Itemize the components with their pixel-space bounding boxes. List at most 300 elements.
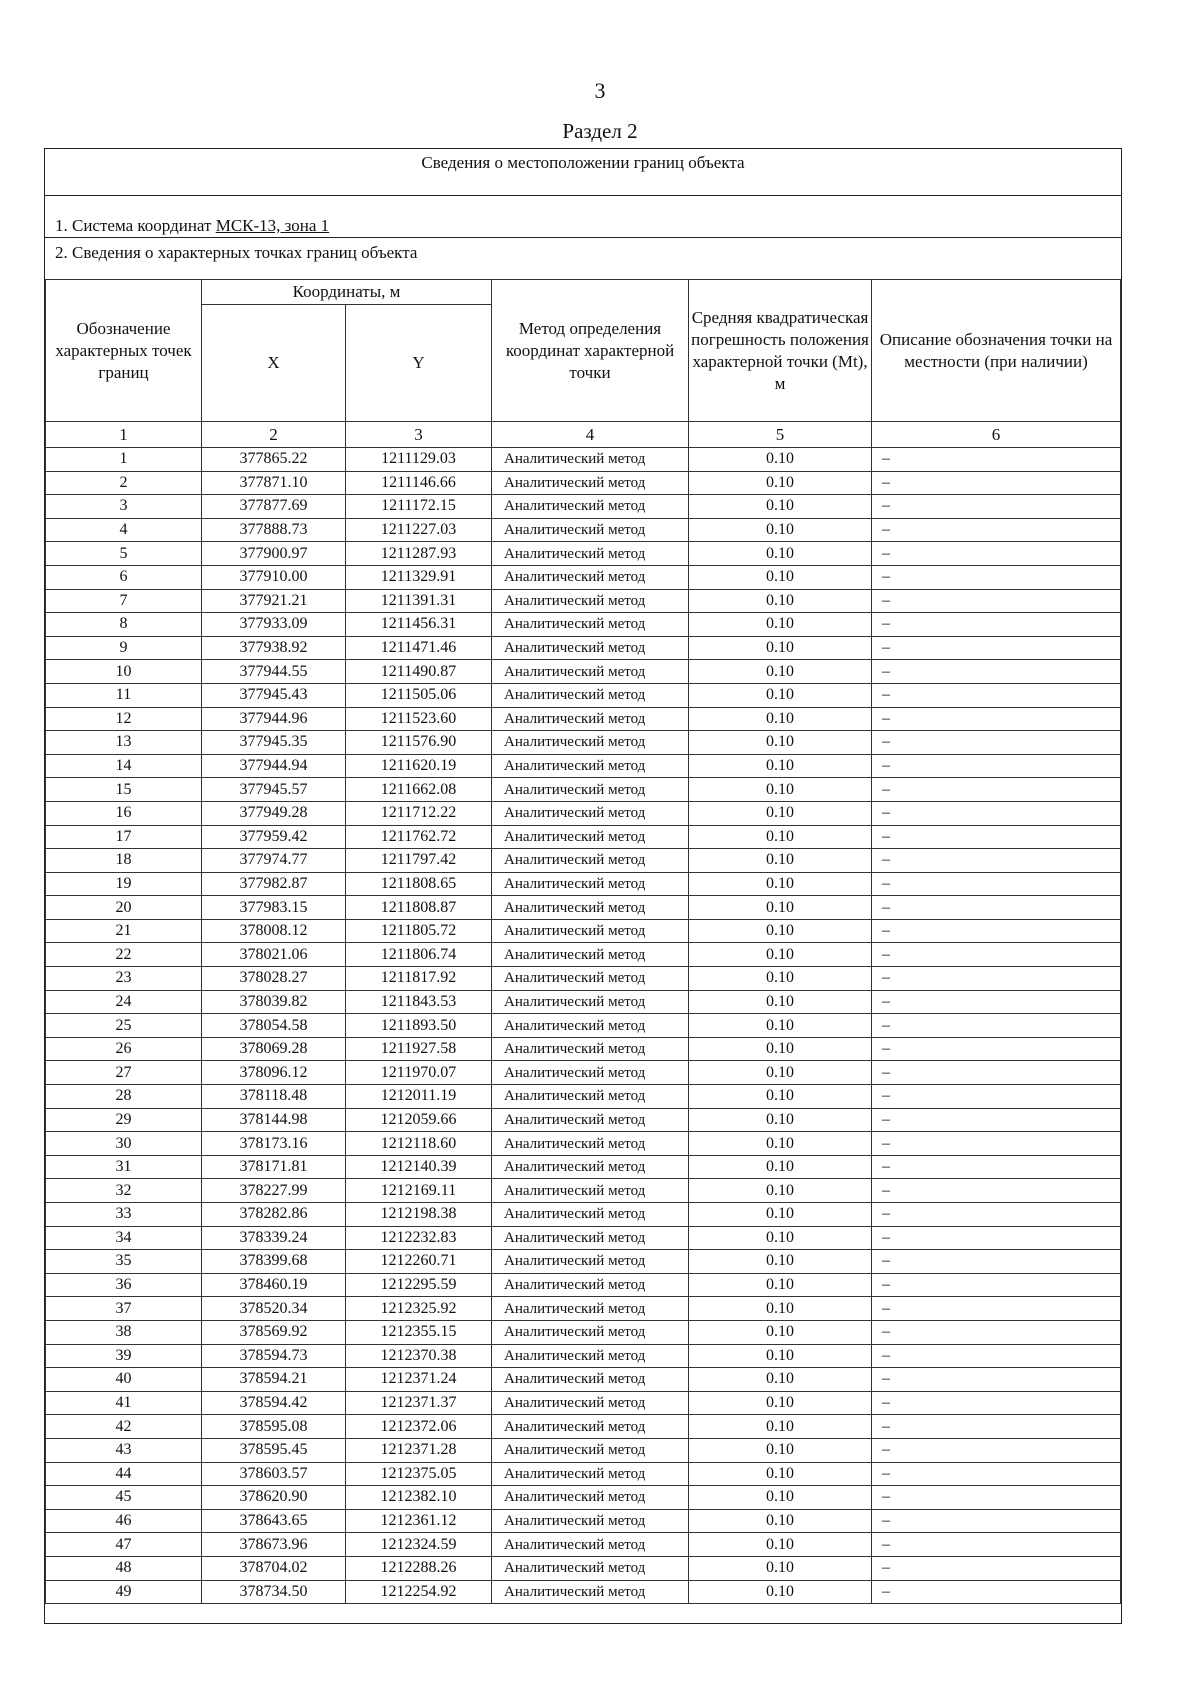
table-row bbox=[46, 943, 1121, 967]
y-coordinate: 1212375.05 bbox=[346, 1462, 492, 1486]
points-section-title: 2. Сведения о характерных точках границ объекта bbox=[45, 237, 1121, 280]
table-row bbox=[46, 849, 1121, 873]
table-row bbox=[46, 754, 1121, 778]
x-coordinate: 378594.21 bbox=[202, 1368, 346, 1392]
col-header-x: X bbox=[202, 305, 346, 422]
x-coordinate: 378594.73 bbox=[202, 1344, 346, 1368]
point-description: – bbox=[872, 1391, 1121, 1415]
y-coordinate: 1211505.06 bbox=[346, 683, 492, 707]
accuracy: 0.10 bbox=[689, 849, 872, 873]
x-coordinate: 378594.42 bbox=[202, 1391, 346, 1415]
x-coordinate: 377865.22 bbox=[202, 448, 346, 472]
accuracy: 0.10 bbox=[689, 1132, 872, 1156]
accuracy: 0.10 bbox=[689, 589, 872, 613]
method: Аналитический метод bbox=[492, 613, 689, 637]
method: Аналитический метод bbox=[492, 1014, 689, 1038]
method: Аналитический метод bbox=[492, 448, 689, 472]
y-coordinate: 1211808.65 bbox=[346, 872, 492, 896]
accuracy: 0.10 bbox=[689, 896, 872, 920]
table-row bbox=[46, 1533, 1121, 1557]
accuracy: 0.10 bbox=[689, 683, 872, 707]
point-number: 39 bbox=[46, 1344, 202, 1368]
y-coordinate: 1211927.58 bbox=[346, 1037, 492, 1061]
y-coordinate: 1211391.31 bbox=[346, 589, 492, 613]
point-number: 23 bbox=[46, 967, 202, 991]
y-coordinate: 1212371.37 bbox=[346, 1391, 492, 1415]
accuracy: 0.10 bbox=[689, 1179, 872, 1203]
table-row bbox=[46, 872, 1121, 896]
y-coordinate: 1211893.50 bbox=[346, 1014, 492, 1038]
point-number: 7 bbox=[46, 589, 202, 613]
point-number: 40 bbox=[46, 1368, 202, 1392]
y-coordinate: 1212370.38 bbox=[346, 1344, 492, 1368]
point-description: – bbox=[872, 613, 1121, 637]
y-coordinate: 1212371.24 bbox=[346, 1368, 492, 1392]
table-header bbox=[46, 280, 1121, 448]
y-coordinate: 1212355.15 bbox=[346, 1320, 492, 1344]
accuracy: 0.10 bbox=[689, 1061, 872, 1085]
method: Аналитический метод bbox=[492, 1037, 689, 1061]
point-number: 41 bbox=[46, 1391, 202, 1415]
column-number: 5 bbox=[689, 422, 872, 448]
accuracy: 0.10 bbox=[689, 565, 872, 589]
point-description: – bbox=[872, 872, 1121, 896]
method: Аналитический метод bbox=[492, 683, 689, 707]
table-row bbox=[46, 990, 1121, 1014]
method: Аналитический метод bbox=[492, 1556, 689, 1580]
point-description: – bbox=[872, 849, 1121, 873]
x-coordinate: 378734.50 bbox=[202, 1580, 346, 1604]
method: Аналитический метод bbox=[492, 731, 689, 755]
section-title: Раздел 2 bbox=[562, 119, 638, 143]
method: Аналитический метод bbox=[492, 660, 689, 684]
table-row bbox=[46, 825, 1121, 849]
table-row bbox=[46, 707, 1121, 731]
table-row bbox=[46, 1344, 1121, 1368]
col-header-error: Средняя квадратическая погрешность положения характерной точки (Mt), м bbox=[689, 280, 872, 422]
accuracy: 0.10 bbox=[689, 1391, 872, 1415]
page-number: 3 bbox=[594, 78, 606, 103]
y-coordinate: 1211817.92 bbox=[346, 967, 492, 991]
table-row bbox=[46, 1014, 1121, 1038]
point-description: – bbox=[872, 683, 1121, 707]
x-coordinate: 378171.81 bbox=[202, 1155, 346, 1179]
y-coordinate: 1211129.03 bbox=[346, 448, 492, 472]
point-description: – bbox=[872, 1580, 1121, 1604]
x-coordinate: 378569.92 bbox=[202, 1320, 346, 1344]
y-coordinate: 1211172.15 bbox=[346, 495, 492, 519]
accuracy: 0.10 bbox=[689, 1462, 872, 1486]
y-coordinate: 1211806.74 bbox=[346, 943, 492, 967]
y-coordinate: 1212260.71 bbox=[346, 1250, 492, 1274]
x-coordinate: 378039.82 bbox=[202, 990, 346, 1014]
table-row bbox=[46, 1556, 1121, 1580]
y-coordinate: 1212232.83 bbox=[346, 1226, 492, 1250]
method: Аналитический метод bbox=[492, 1108, 689, 1132]
method: Аналитический метод bbox=[492, 1391, 689, 1415]
point-description: – bbox=[872, 919, 1121, 943]
method: Аналитический метод bbox=[492, 1438, 689, 1462]
point-number: 29 bbox=[46, 1108, 202, 1132]
point-number: 46 bbox=[46, 1509, 202, 1533]
x-coordinate: 378028.27 bbox=[202, 967, 346, 991]
table-row bbox=[46, 1415, 1121, 1439]
accuracy: 0.10 bbox=[689, 990, 872, 1014]
y-coordinate: 1212361.12 bbox=[346, 1509, 492, 1533]
point-description: – bbox=[872, 967, 1121, 991]
point-number: 43 bbox=[46, 1438, 202, 1462]
point-description: – bbox=[872, 778, 1121, 802]
y-coordinate: 1211146.66 bbox=[346, 471, 492, 495]
point-number: 27 bbox=[46, 1061, 202, 1085]
y-coordinate: 1212371.28 bbox=[346, 1438, 492, 1462]
point-description: – bbox=[872, 943, 1121, 967]
accuracy: 0.10 bbox=[689, 707, 872, 731]
x-coordinate: 377944.96 bbox=[202, 707, 346, 731]
accuracy: 0.10 bbox=[689, 731, 872, 755]
point-description: – bbox=[872, 518, 1121, 542]
table-row bbox=[46, 1368, 1121, 1392]
x-coordinate: 378339.24 bbox=[202, 1226, 346, 1250]
accuracy: 0.10 bbox=[689, 613, 872, 637]
x-coordinate: 377974.77 bbox=[202, 849, 346, 873]
table-row bbox=[46, 1273, 1121, 1297]
point-description: – bbox=[872, 754, 1121, 778]
accuracy: 0.10 bbox=[689, 801, 872, 825]
point-description: – bbox=[872, 990, 1121, 1014]
table-row bbox=[46, 1391, 1121, 1415]
x-coordinate: 377921.21 bbox=[202, 589, 346, 613]
x-coordinate: 377888.73 bbox=[202, 518, 346, 542]
point-description: – bbox=[872, 1179, 1121, 1203]
table-row bbox=[46, 1132, 1121, 1156]
method: Аналитический метод bbox=[492, 1344, 689, 1368]
point-number: 18 bbox=[46, 849, 202, 873]
point-description: – bbox=[872, 731, 1121, 755]
x-coordinate: 378054.58 bbox=[202, 1014, 346, 1038]
point-number: 48 bbox=[46, 1556, 202, 1580]
coordinate-system-value: МСК-13, зона 1 bbox=[215, 216, 330, 235]
point-description: – bbox=[872, 1344, 1121, 1368]
point-description: – bbox=[872, 636, 1121, 660]
accuracy: 0.10 bbox=[689, 1556, 872, 1580]
y-coordinate: 1212254.92 bbox=[346, 1580, 492, 1604]
table-row bbox=[46, 1297, 1121, 1321]
point-description: – bbox=[872, 1273, 1121, 1297]
method: Аналитический метод bbox=[492, 1226, 689, 1250]
accuracy: 0.10 bbox=[689, 1085, 872, 1109]
accuracy: 0.10 bbox=[689, 1438, 872, 1462]
y-coordinate: 1212324.59 bbox=[346, 1533, 492, 1557]
accuracy: 0.10 bbox=[689, 1415, 872, 1439]
point-number: 8 bbox=[46, 613, 202, 637]
point-description: – bbox=[872, 1509, 1121, 1533]
method: Аналитический метод bbox=[492, 707, 689, 731]
point-description: – bbox=[872, 1438, 1121, 1462]
point-number: 49 bbox=[46, 1580, 202, 1604]
method: Аналитический метод bbox=[492, 754, 689, 778]
point-description: – bbox=[872, 1085, 1121, 1109]
method: Аналитический метод bbox=[492, 990, 689, 1014]
method: Аналитический метод bbox=[492, 825, 689, 849]
y-coordinate: 1212140.39 bbox=[346, 1155, 492, 1179]
point-number: 11 bbox=[46, 683, 202, 707]
method: Аналитический метод bbox=[492, 1509, 689, 1533]
x-coordinate: 377982.87 bbox=[202, 872, 346, 896]
method: Аналитический метод bbox=[492, 636, 689, 660]
point-description: – bbox=[872, 660, 1121, 684]
point-description: – bbox=[872, 495, 1121, 519]
y-coordinate: 1211762.72 bbox=[346, 825, 492, 849]
point-number: 10 bbox=[46, 660, 202, 684]
point-number: 37 bbox=[46, 1297, 202, 1321]
x-coordinate: 378520.34 bbox=[202, 1297, 346, 1321]
accuracy: 0.10 bbox=[689, 1509, 872, 1533]
accuracy: 0.10 bbox=[689, 495, 872, 519]
table-row bbox=[46, 660, 1121, 684]
point-number: 9 bbox=[46, 636, 202, 660]
point-number: 14 bbox=[46, 754, 202, 778]
point-number: 1 bbox=[46, 448, 202, 472]
point-number: 38 bbox=[46, 1320, 202, 1344]
point-number: 22 bbox=[46, 943, 202, 967]
method: Аналитический метод bbox=[492, 1533, 689, 1557]
point-description: – bbox=[872, 1297, 1121, 1321]
x-coordinate: 378460.19 bbox=[202, 1273, 346, 1297]
table-row bbox=[46, 1250, 1121, 1274]
x-coordinate: 377944.94 bbox=[202, 754, 346, 778]
y-coordinate: 1212169.11 bbox=[346, 1179, 492, 1203]
accuracy: 0.10 bbox=[689, 1037, 872, 1061]
accuracy: 0.10 bbox=[689, 1203, 872, 1227]
point-description: – bbox=[872, 1203, 1121, 1227]
accuracy: 0.10 bbox=[689, 448, 872, 472]
point-description: – bbox=[872, 801, 1121, 825]
point-number: 12 bbox=[46, 707, 202, 731]
method: Аналитический метод bbox=[492, 919, 689, 943]
table-row bbox=[46, 1203, 1121, 1227]
y-coordinate: 1211843.53 bbox=[346, 990, 492, 1014]
point-number: 13 bbox=[46, 731, 202, 755]
accuracy: 0.10 bbox=[689, 1155, 872, 1179]
accuracy: 0.10 bbox=[689, 1580, 872, 1604]
table-row bbox=[46, 1226, 1121, 1250]
table-row bbox=[46, 967, 1121, 991]
x-coordinate: 377983.15 bbox=[202, 896, 346, 920]
x-coordinate: 377938.92 bbox=[202, 636, 346, 660]
column-number-row bbox=[46, 422, 1121, 448]
accuracy: 0.10 bbox=[689, 825, 872, 849]
point-number: 15 bbox=[46, 778, 202, 802]
x-coordinate: 378595.45 bbox=[202, 1438, 346, 1462]
y-coordinate: 1211712.22 bbox=[346, 801, 492, 825]
table-row bbox=[46, 518, 1121, 542]
accuracy: 0.10 bbox=[689, 1486, 872, 1510]
point-number: 47 bbox=[46, 1533, 202, 1557]
accuracy: 0.10 bbox=[689, 1250, 872, 1274]
table-row bbox=[46, 1155, 1121, 1179]
y-coordinate: 1211808.87 bbox=[346, 896, 492, 920]
table-row bbox=[46, 1085, 1121, 1109]
table-row bbox=[46, 896, 1121, 920]
method: Аналитический метод bbox=[492, 589, 689, 613]
point-description: – bbox=[872, 825, 1121, 849]
method: Аналитический метод bbox=[492, 1061, 689, 1085]
point-number: 3 bbox=[46, 495, 202, 519]
x-coordinate: 377933.09 bbox=[202, 613, 346, 637]
y-coordinate: 1211490.87 bbox=[346, 660, 492, 684]
table-row bbox=[46, 683, 1121, 707]
point-description: – bbox=[872, 471, 1121, 495]
column-number: 1 bbox=[46, 422, 202, 448]
table-row bbox=[46, 1438, 1121, 1462]
boundary-points-table bbox=[45, 279, 1121, 1604]
x-coordinate: 378008.12 bbox=[202, 919, 346, 943]
table-row bbox=[46, 1108, 1121, 1132]
point-description: – bbox=[872, 1155, 1121, 1179]
table-row bbox=[46, 778, 1121, 802]
y-coordinate: 1211471.46 bbox=[346, 636, 492, 660]
x-coordinate: 378173.16 bbox=[202, 1132, 346, 1156]
accuracy: 0.10 bbox=[689, 754, 872, 778]
y-coordinate: 1212372.06 bbox=[346, 1415, 492, 1439]
accuracy: 0.10 bbox=[689, 1226, 872, 1250]
point-number: 2 bbox=[46, 471, 202, 495]
table-row bbox=[46, 613, 1121, 637]
point-description: – bbox=[872, 1486, 1121, 1510]
table-row bbox=[46, 731, 1121, 755]
method: Аналитический метод bbox=[492, 1462, 689, 1486]
method: Аналитический метод bbox=[492, 778, 689, 802]
table-row bbox=[46, 1580, 1121, 1604]
method: Аналитический метод bbox=[492, 495, 689, 519]
point-description: – bbox=[872, 1462, 1121, 1486]
y-coordinate: 1212198.38 bbox=[346, 1203, 492, 1227]
point-description: – bbox=[872, 1014, 1121, 1038]
x-coordinate: 377949.28 bbox=[202, 801, 346, 825]
point-number: 35 bbox=[46, 1250, 202, 1274]
y-coordinate: 1212011.19 bbox=[346, 1085, 492, 1109]
x-coordinate: 377871.10 bbox=[202, 471, 346, 495]
x-coordinate: 378399.68 bbox=[202, 1250, 346, 1274]
method: Аналитический метод bbox=[492, 518, 689, 542]
x-coordinate: 378096.12 bbox=[202, 1061, 346, 1085]
table-row bbox=[46, 542, 1121, 566]
accuracy: 0.10 bbox=[689, 1108, 872, 1132]
point-number: 4 bbox=[46, 518, 202, 542]
accuracy: 0.10 bbox=[689, 967, 872, 991]
point-description: – bbox=[872, 1061, 1121, 1085]
form-title: Сведения о местоположении границ объекта bbox=[45, 149, 1121, 196]
accuracy: 0.10 bbox=[689, 636, 872, 660]
accuracy: 0.10 bbox=[689, 542, 872, 566]
method: Аналитический метод bbox=[492, 1085, 689, 1109]
table-row bbox=[46, 1462, 1121, 1486]
point-description: – bbox=[872, 1320, 1121, 1344]
point-description: – bbox=[872, 1226, 1121, 1250]
table-row bbox=[46, 919, 1121, 943]
accuracy: 0.10 bbox=[689, 778, 872, 802]
table-row bbox=[46, 1179, 1121, 1203]
table-row bbox=[46, 801, 1121, 825]
x-coordinate: 377945.43 bbox=[202, 683, 346, 707]
accuracy: 0.10 bbox=[689, 1014, 872, 1038]
method: Аналитический метод bbox=[492, 1486, 689, 1510]
x-coordinate: 378069.28 bbox=[202, 1037, 346, 1061]
point-number: 44 bbox=[46, 1462, 202, 1486]
method: Аналитический метод bbox=[492, 1273, 689, 1297]
x-coordinate: 378144.98 bbox=[202, 1108, 346, 1132]
accuracy: 0.10 bbox=[689, 1297, 872, 1321]
y-coordinate: 1212382.10 bbox=[346, 1486, 492, 1510]
y-coordinate: 1211287.93 bbox=[346, 542, 492, 566]
table-row bbox=[46, 495, 1121, 519]
accuracy: 0.10 bbox=[689, 1320, 872, 1344]
accuracy: 0.10 bbox=[689, 919, 872, 943]
point-description: – bbox=[872, 1037, 1121, 1061]
table-row bbox=[46, 1061, 1121, 1085]
point-description: – bbox=[872, 1368, 1121, 1392]
method: Аналитический метод bbox=[492, 1250, 689, 1274]
point-number: 24 bbox=[46, 990, 202, 1014]
y-coordinate: 1211620.19 bbox=[346, 754, 492, 778]
y-coordinate: 1211970.07 bbox=[346, 1061, 492, 1085]
point-number: 26 bbox=[46, 1037, 202, 1061]
coordinate-system-line bbox=[45, 195, 1121, 238]
method: Аналитический метод bbox=[492, 1415, 689, 1439]
accuracy: 0.10 bbox=[689, 518, 872, 542]
y-coordinate: 1211456.31 bbox=[346, 613, 492, 637]
accuracy: 0.10 bbox=[689, 660, 872, 684]
method: Аналитический метод bbox=[492, 1368, 689, 1392]
method: Аналитический метод bbox=[492, 943, 689, 967]
x-coordinate: 377959.42 bbox=[202, 825, 346, 849]
table-row bbox=[46, 448, 1121, 472]
col-header-description: Описание обозначения точки на местности (при наличии) bbox=[872, 280, 1121, 422]
x-coordinate: 378704.02 bbox=[202, 1556, 346, 1580]
table-row bbox=[46, 589, 1121, 613]
point-number: 42 bbox=[46, 1415, 202, 1439]
x-coordinate: 378227.99 bbox=[202, 1179, 346, 1203]
point-description: – bbox=[872, 1415, 1121, 1439]
y-coordinate: 1211523.60 bbox=[346, 707, 492, 731]
point-number: 21 bbox=[46, 919, 202, 943]
x-coordinate: 378282.86 bbox=[202, 1203, 346, 1227]
x-coordinate: 377944.55 bbox=[202, 660, 346, 684]
boundary-info-form bbox=[44, 148, 1122, 1624]
point-number: 33 bbox=[46, 1203, 202, 1227]
x-coordinate: 378021.06 bbox=[202, 943, 346, 967]
y-coordinate: 1211662.08 bbox=[346, 778, 492, 802]
col-header-coordinates: Координаты, м bbox=[202, 280, 492, 305]
point-description: – bbox=[872, 542, 1121, 566]
method: Аналитический метод bbox=[492, 542, 689, 566]
point-number: 16 bbox=[46, 801, 202, 825]
y-coordinate: 1212295.59 bbox=[346, 1273, 492, 1297]
method: Аналитический метод bbox=[492, 1580, 689, 1604]
table-row bbox=[46, 1320, 1121, 1344]
point-number: 28 bbox=[46, 1085, 202, 1109]
point-number: 6 bbox=[46, 565, 202, 589]
table-row bbox=[46, 636, 1121, 660]
y-coordinate: 1212059.66 bbox=[346, 1108, 492, 1132]
point-number: 36 bbox=[46, 1273, 202, 1297]
method: Аналитический метод bbox=[492, 471, 689, 495]
table-row bbox=[46, 1486, 1121, 1510]
x-coordinate: 377945.57 bbox=[202, 778, 346, 802]
x-coordinate: 378673.96 bbox=[202, 1533, 346, 1557]
point-description: – bbox=[872, 1556, 1121, 1580]
